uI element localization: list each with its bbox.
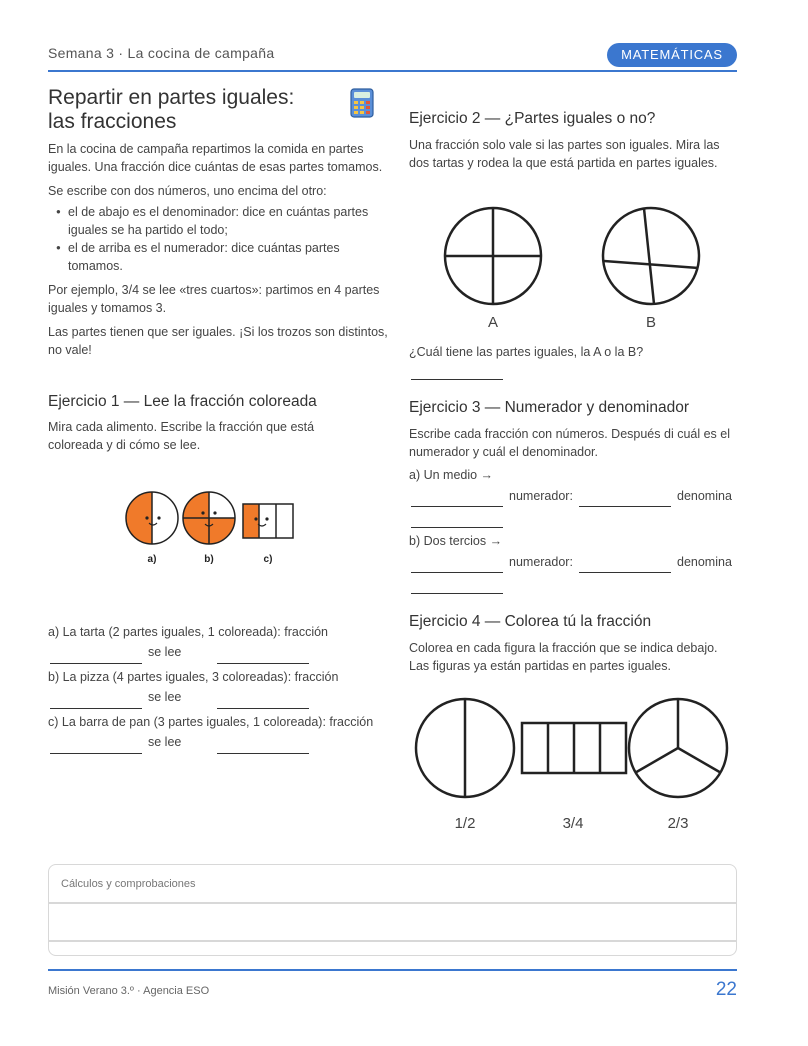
ex3-title: Ejercicio 3 — Numerador y denominador <box>409 399 689 416</box>
numerador-label: numerador: <box>509 555 573 569</box>
calculations-box[interactable] <box>48 864 737 956</box>
calculations-line <box>49 940 736 942</box>
fraction-label-half: 1/2 <box>454 815 476 832</box>
list-item: ● el de arriba es el numerador: dice cuántas partes tomamos. <box>48 239 393 275</box>
ex1-food-figure <box>118 462 298 612</box>
page-title: Repartir en partes iguales: las fracciones <box>48 86 295 133</box>
pie-b[interactable] <box>603 208 699 304</box>
bread-figure <box>243 504 293 538</box>
calculations-label: Cálculos y comprobaciones <box>61 878 196 890</box>
circle-thirds[interactable] <box>629 699 727 797</box>
ex4-instructions: Colorea en cada figura la fracción que se indica debajo. Las figuras ya están partidas en partes iguales. <box>409 641 718 673</box>
footer-divider <box>48 969 737 971</box>
ex1-answer-b-fraction[interactable] <box>50 691 142 709</box>
lead-paragraph: Se escribe con dos números, uno encima del otro: <box>48 184 327 198</box>
figure-label-b: b) <box>204 554 214 565</box>
ex3-b-fraction-blank[interactable] <box>411 555 503 573</box>
circle-halves[interactable] <box>416 699 514 797</box>
bar-quarters[interactable] <box>522 723 626 773</box>
page-number: 22 <box>715 979 737 1000</box>
footer-text: Misión Verano 3.º · Agencia ESO <box>48 985 210 997</box>
se-lee-label: se lee <box>148 645 182 659</box>
ex2-instructions: Una fracción solo vale si las partes son iguales. Mira las dos tartas y rodea la que está partida en partes iguales. <box>409 138 720 170</box>
pie-b-label: B <box>645 314 656 331</box>
ex2-pies-figure <box>430 200 730 315</box>
fraction-label-two-thirds: 2/3 <box>667 815 689 832</box>
ex4-title: Ejercicio 4 — Colorea tú la fracción <box>409 613 652 630</box>
ex3-b-denominador-blank[interactable] <box>411 576 503 594</box>
ex1-answer-a-reading[interactable] <box>217 646 309 664</box>
ex1-title: Ejercicio 1 — Lee la fracción coloreada <box>48 393 317 410</box>
ex3-instructions: Escribe cada fracción con números. Después di cuál es el numerador y cuál el denominador. <box>409 427 730 459</box>
ex3-item-a: a) Un medio → <box>409 468 494 482</box>
ex3-b-numerador-blank[interactable] <box>579 555 671 573</box>
list-item: ● el de abajo es el denominador: dice en cuántas partes iguales se ha partido el todo; <box>48 203 393 239</box>
ex1-answer-a-fraction[interactable] <box>50 646 142 664</box>
ex3-a-fraction-blank[interactable] <box>411 489 503 507</box>
ex1-answer-c-fraction[interactable] <box>50 736 142 754</box>
figure-label-a: a) <box>147 554 157 565</box>
pie-a[interactable] <box>445 208 541 304</box>
ex2-title: Ejercicio 2 — ¿Partes iguales o no? <box>409 110 656 127</box>
header-title: Semana 3 · La cocina de campaña <box>48 45 275 61</box>
se-lee-label: se lee <box>148 735 182 749</box>
calculations-line <box>49 902 736 904</box>
numerador-label: numerador: <box>509 489 573 503</box>
warning-paragraph: Las partes tienen que ser iguales. ¡Si los trozos son distintos, no vale! <box>48 325 388 357</box>
intro-paragraph: En la cocina de campaña repartimos la comida en partes iguales. Una fracción dice cuántas de esas partes tomamos. <box>48 142 383 174</box>
ex4-shapes-figure <box>410 692 735 807</box>
pizza-figure <box>183 492 235 544</box>
ex1-instructions: Mira cada alimento. Escribe la fracción que está coloreada y di cómo se lee. <box>48 420 315 452</box>
fraction-label-three-quarters: 3/4 <box>562 815 584 832</box>
ex1-item-a: a) La tarta (2 partes iguales, 1 coloreada): fracción <box>48 625 329 639</box>
subject-badge: MATEMÁTICAS <box>607 43 737 67</box>
cake-figure <box>126 492 178 544</box>
ex2-question: ¿Cuál tiene las partes iguales, la A o la B? <box>409 345 644 359</box>
denominador-label: denomina <box>677 489 732 503</box>
ex1-answer-c-reading[interactable] <box>217 736 309 754</box>
header-divider <box>48 70 737 72</box>
example-paragraph: Por ejemplo, 3/4 se lee «tres cuartos»: partimos en 4 partes iguales y tomamos 3. <box>48 283 380 315</box>
figure-label-c: c) <box>263 554 273 565</box>
denominador-label: denomina <box>677 555 732 569</box>
ex3-a-denominador-blank[interactable] <box>411 510 503 528</box>
ex3-item-b: b) Dos tercios → <box>409 534 503 548</box>
pie-a-label: A <box>487 314 498 331</box>
left-column <box>48 86 393 359</box>
ex1-item-b: b) La pizza (4 partes iguales, 3 coloreadas): fracción <box>48 670 339 684</box>
ex1-item-c: c) La barra de pan (3 partes iguales, 1 coloreada): fracción <box>48 715 374 729</box>
definition-list <box>48 203 393 275</box>
ex2-answer-blank[interactable] <box>411 362 503 380</box>
ex1-answer-b-reading[interactable] <box>217 691 309 709</box>
ex3-a-numerador-blank[interactable] <box>579 489 671 507</box>
se-lee-label: se lee <box>148 690 182 704</box>
